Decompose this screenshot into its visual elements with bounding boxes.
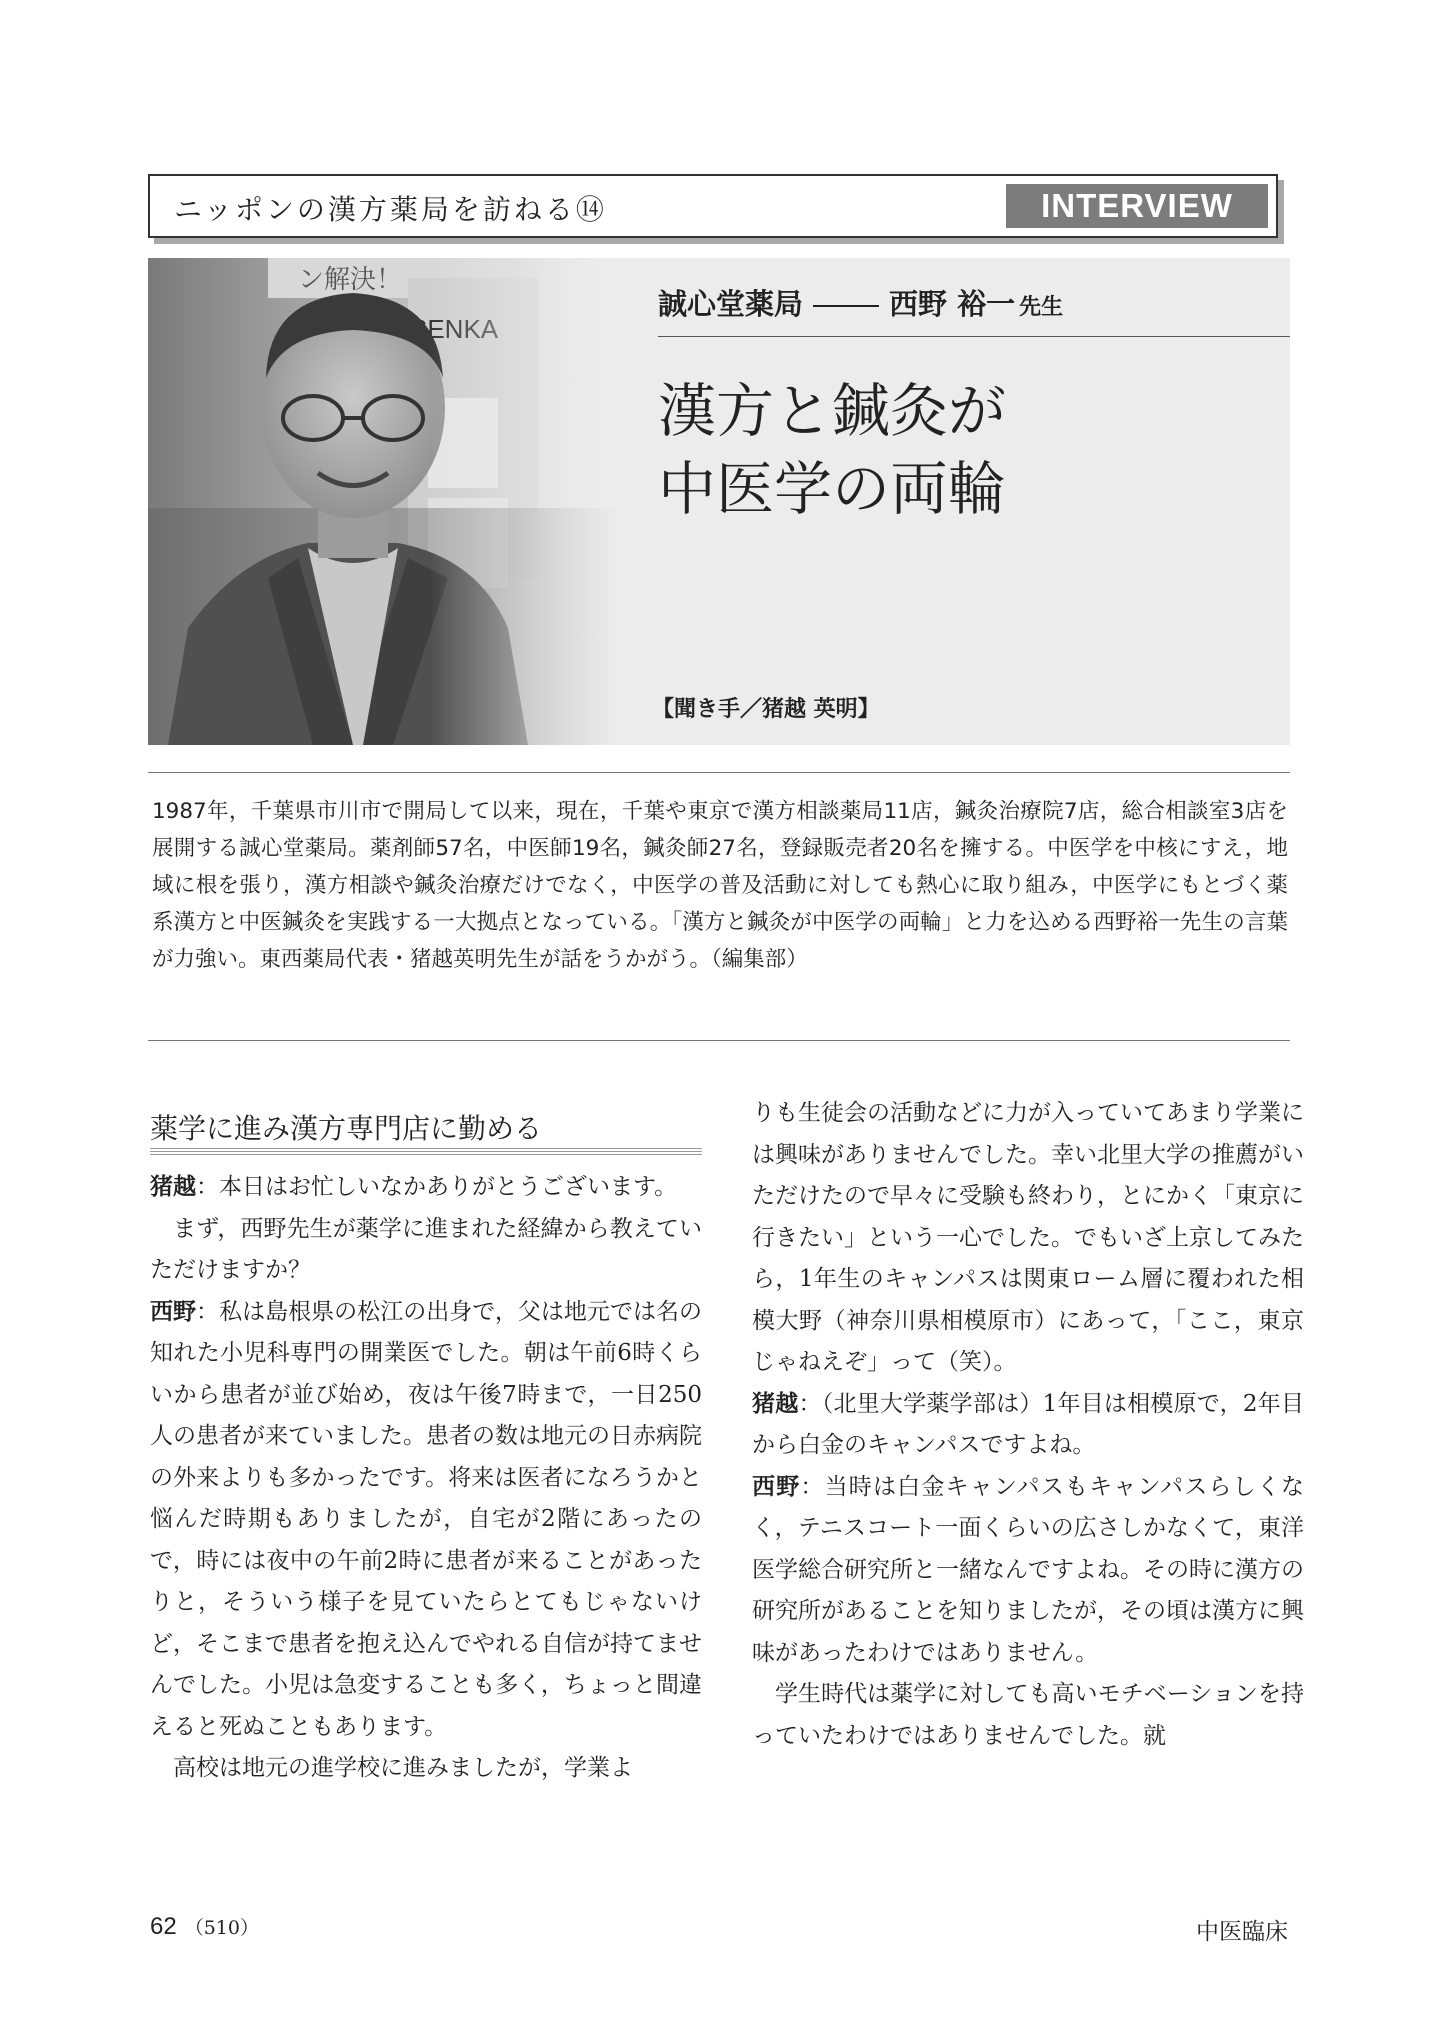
speaker-label: 猪越 <box>752 1390 799 1417</box>
interviewee-name: 西野 裕一 <box>889 287 1016 321</box>
article-headline <box>658 372 1006 528</box>
byline <box>658 282 1063 323</box>
page-number <box>150 1913 259 1941</box>
lead-paragraph: 1987年，千葉県市川市で開局して以来，現在，千葉や東京で漢方相談薬局11店，鍼灸治療院7店，総合相談室3店を展開する誠心堂薬局。薬剤師57名，中医師19名，鍼灸師27名，登録販売者20名を擁する。中医学を中核にすえ，地域に根を張り，漢方相談や鍼灸治療だけでなく，中医学の普及活動に対しても熱心に取り組み，中医学にもとづく薬系漢方と中医鍼灸を実践する一大拠点となっている。「漢方と鍼灸が中医学の両輪」と力を込める西野裕一先生の言葉が力強い。東西薬局代表・猪越英明先生が話をうかがう。（編集部） <box>152 799 1288 972</box>
page-number-sub: （510） <box>184 1917 259 1939</box>
lead-rule-top <box>148 772 1290 773</box>
interview-tag: INTERVIEW <box>1006 184 1268 228</box>
headline-line-2: 中医学の両輪 <box>658 455 1007 523</box>
speaker-label: 西野 <box>752 1473 801 1500</box>
paragraph <box>150 1292 702 1749</box>
paragraph-text: ：当時は白金キャンパスもキャンパスらしくなく，テニスコート一面くらいの広さしかなくて，東洋医学総合研究所と一緒なんですよね。その時に漢方の研究所があることを知りましたが，その頃は漢方に興味があったわけではありません。 <box>752 1473 1305 1666</box>
paragraph: 学生時代は薬学に対しても高いモチベーションを持っていたわけではありませんでした。就 <box>752 1681 1304 1749</box>
speaker-label: 猪越 <box>150 1174 196 1200</box>
series-title: ニッポンの漢方薬局を訪ねる⑭ <box>174 193 607 226</box>
portrait-photo <box>148 258 618 745</box>
paragraph: 高校は地元の進学校に進みましたが，学業よ <box>173 1755 633 1781</box>
body-column-right <box>752 1093 1304 1757</box>
headline-line-1: 漢方と鍼灸が <box>658 377 1007 445</box>
hero-divider <box>658 336 1290 337</box>
section-heading: 薬学に進み漢方専門店に勤める <box>150 1109 702 1157</box>
speaker-label: 西野 <box>150 1298 197 1325</box>
honorific: 先生 <box>1019 295 1064 320</box>
paragraph: まず，西野先生が薬学に進まれた経緯から教えていただけますか？ <box>150 1215 702 1283</box>
paragraph <box>150 1167 702 1209</box>
paragraph <box>752 1384 1304 1467</box>
paragraph-text: ：私は島根県の松江の出身で，父は地元では名の知れた小児科専門の開業医でした。朝は午前6時くらいから患者が並び始め，夜は午後7時まで，一日250人の患者が来ていました。患者の数は地元の日赤病院の外来よりも多かったです。将来は医者になろうかと悩んだ時期もありましたが，自宅が2階にあったので，時には夜中の午前2時に患者が来ることがあったりと，そういう様子を見ていたらとてもじゃないけど，そこまで患者を抱え込んでやれる自信が持てませんでした。小児は急変することも多く，ちょっと間違えると死ぬこともあります。 <box>150 1298 703 1740</box>
byline-dash <box>813 305 879 307</box>
paragraph: りも生徒会の活動などに力が入っていてあまり学業には興味がありませんでした。幸い北里大学の推薦がいただけたので早々に受験も終わり，とにかく「東京に行きたい」という一心でした。でもいざ上京してみたら，1年生のキャンパスは関東ローム層に覆われた相模大野（神奈川県相模原市）にあって，「ここ，東京じゃねえぞ」って（笑）。 <box>752 1100 1304 1375</box>
paragraph-text: ：（北里大学薬学部は）1年目は相模原で，2年目から白金のキャンパスですよね。 <box>752 1390 1305 1458</box>
page-number-main: 62 <box>150 1913 177 1940</box>
paragraph <box>752 1467 1304 1675</box>
journal-name: 中医臨床 <box>1196 1919 1288 1945</box>
pharmacy-name: 誠心堂薬局 <box>658 287 804 321</box>
interviewer-credit: 【聞き手／猪越 英明】 <box>652 697 880 722</box>
lead-rule-bottom <box>148 1040 1290 1041</box>
body-column-left <box>150 1092 702 1790</box>
series-header <box>148 174 1278 238</box>
paragraph-text: ：本日はお忙しいなかありがとうございます。 <box>196 1174 678 1200</box>
